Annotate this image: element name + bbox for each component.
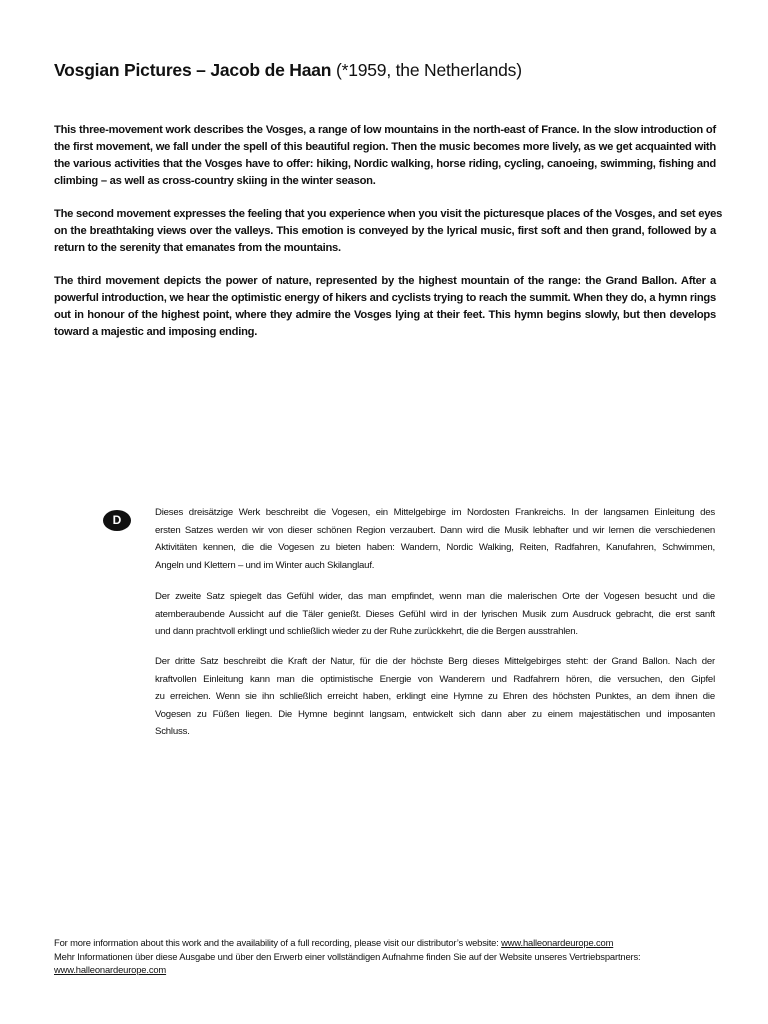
text-line: the first movement, we fall under the spell of this beautiful region. Then the music becomes more lively, as we get acquainted with: [54, 141, 716, 153]
text-line: This three-movement work describes the Vosges, a range of low mountains in the north-east of France. In the slow introduction of: [54, 124, 716, 136]
english-paragraph-2: [54, 206, 723, 257]
german-paragraph-2: [155, 588, 715, 641]
text-line: atemberaubende Aussicht auf die Täler genießt. Dieses Gefühl wird in der lyrischen Musik zum Ausdruck gebracht, die erst sanft: [155, 608, 715, 620]
text-line: Vogesen zu Füßen liegen. Die Hymne beginnt langsam, entwickelt sich dann aber zu einem majestätischen und imposanten: [155, 708, 715, 720]
text-line: on the breathtaking views over the valleys. This emotion is conveyed by the lyrical music, first soft and then grand, followed by a: [54, 225, 716, 237]
text-line: zu erreichen. Wenn sie ihn schließlich erreicht haben, erklingt eine Hymne zu Ehren des höchsten Punktes, an dem ihnen die: [155, 691, 715, 702]
text-line: ersten Satzes werden wir von dieser schönen Region verzaubert. Dann wird die Musik lebhafter und wir lernen die verschiedenen: [155, 524, 715, 536]
german-paragraph-1: [155, 504, 715, 574]
footer-english-text: For more information about this work and the availability of a full recording, please visit our distributor’s website:: [54, 937, 502, 948]
text-line: The third movement depicts the power of nature, represented by the highest mountain of the range: the Grand Ballon. After a: [54, 275, 716, 287]
text-line: Aktivitäten kennen, die die Vogesen zu bieten haben: Wandern, Nordic Walking, Reiten, Radfahren, Kanufahren, Schwimmen,: [155, 542, 715, 553]
footer: [54, 936, 716, 977]
text-line: return to the serenity that emanates from the mountains.: [54, 242, 341, 254]
text-line: powerful introduction, we hear the optimistic energy of hikers and cyclists trying to reach the summit. When they do, a hymn rings: [54, 292, 716, 304]
title-main: Vosgian Pictures – Jacob de Haan: [54, 60, 332, 80]
distributor-link[interactable]: www.halleonardeurope.com: [501, 937, 614, 948]
german-paragraph-3: [155, 653, 715, 741]
title-subtitle: (*1959, the Netherlands): [335, 60, 522, 80]
text-line: kraftvollen Einleitung kann man die optimistische Energie von Wanderern und Radfahrern hören, die versuchen, den Gipfel: [155, 673, 715, 685]
text-line: Schluss.: [155, 726, 190, 737]
text-line: the various activities that the Vosges have to offer: hiking, Nordic walking, horse riding, cycling, canoeing, swimming, fishing and: [54, 158, 716, 170]
english-paragraph-3: [54, 273, 716, 341]
text-line: Dieses dreisätzige Werk beschreibt die Vogesen, ein Mittelgebirge im Nordosten Frankreichs. In der langsamen Einleitung des: [155, 507, 715, 518]
text-line: out in honour of the highest point, where they admire the Vosges lying at their feet. This hymn begins slowly, but then develops: [54, 309, 716, 321]
text-line: Angeln und Klettern – und im Winter auch Skilanglauf.: [155, 559, 375, 571]
footer-english: [54, 936, 716, 950]
text-line: Der zweite Satz spiegelt das Gefühl wider, das man empfindet, wenn man die malerischen Orte der Vogesen besucht und die: [155, 591, 715, 602]
text-line: toward a majestic and imposing ending.: [54, 326, 258, 338]
page-title: [54, 60, 522, 81]
language-badge-german: D: [103, 510, 131, 531]
footer-german-text: Mehr Informationen über diese Ausgabe und über den Erwerb einer vollständigen Aufnahme finden Sie auf der Website unseres Vertriebspartners:: [54, 950, 641, 962]
text-line: Der dritte Satz beschreibt die Kraft der Natur, für die der höchste Berg dieses Mittelgebirges steht: der Grand Ballon. Nach der: [155, 656, 715, 667]
text-line: und dann prachtvoll erklingt und schließlich wieder zu der Ruhe zurückkehrt, die die Bergen ausstrahlen.: [155, 626, 578, 637]
distributor-link-german[interactable]: www.halleonardeurope.com: [54, 964, 167, 975]
english-paragraph-1: [54, 122, 716, 190]
text-line: climbing – as well as cross-country skiing in the winter season.: [54, 175, 376, 187]
text-line: The second movement expresses the feeling that you experience when you visit the picturesque places of the Vosges, and set eyes: [54, 208, 723, 220]
